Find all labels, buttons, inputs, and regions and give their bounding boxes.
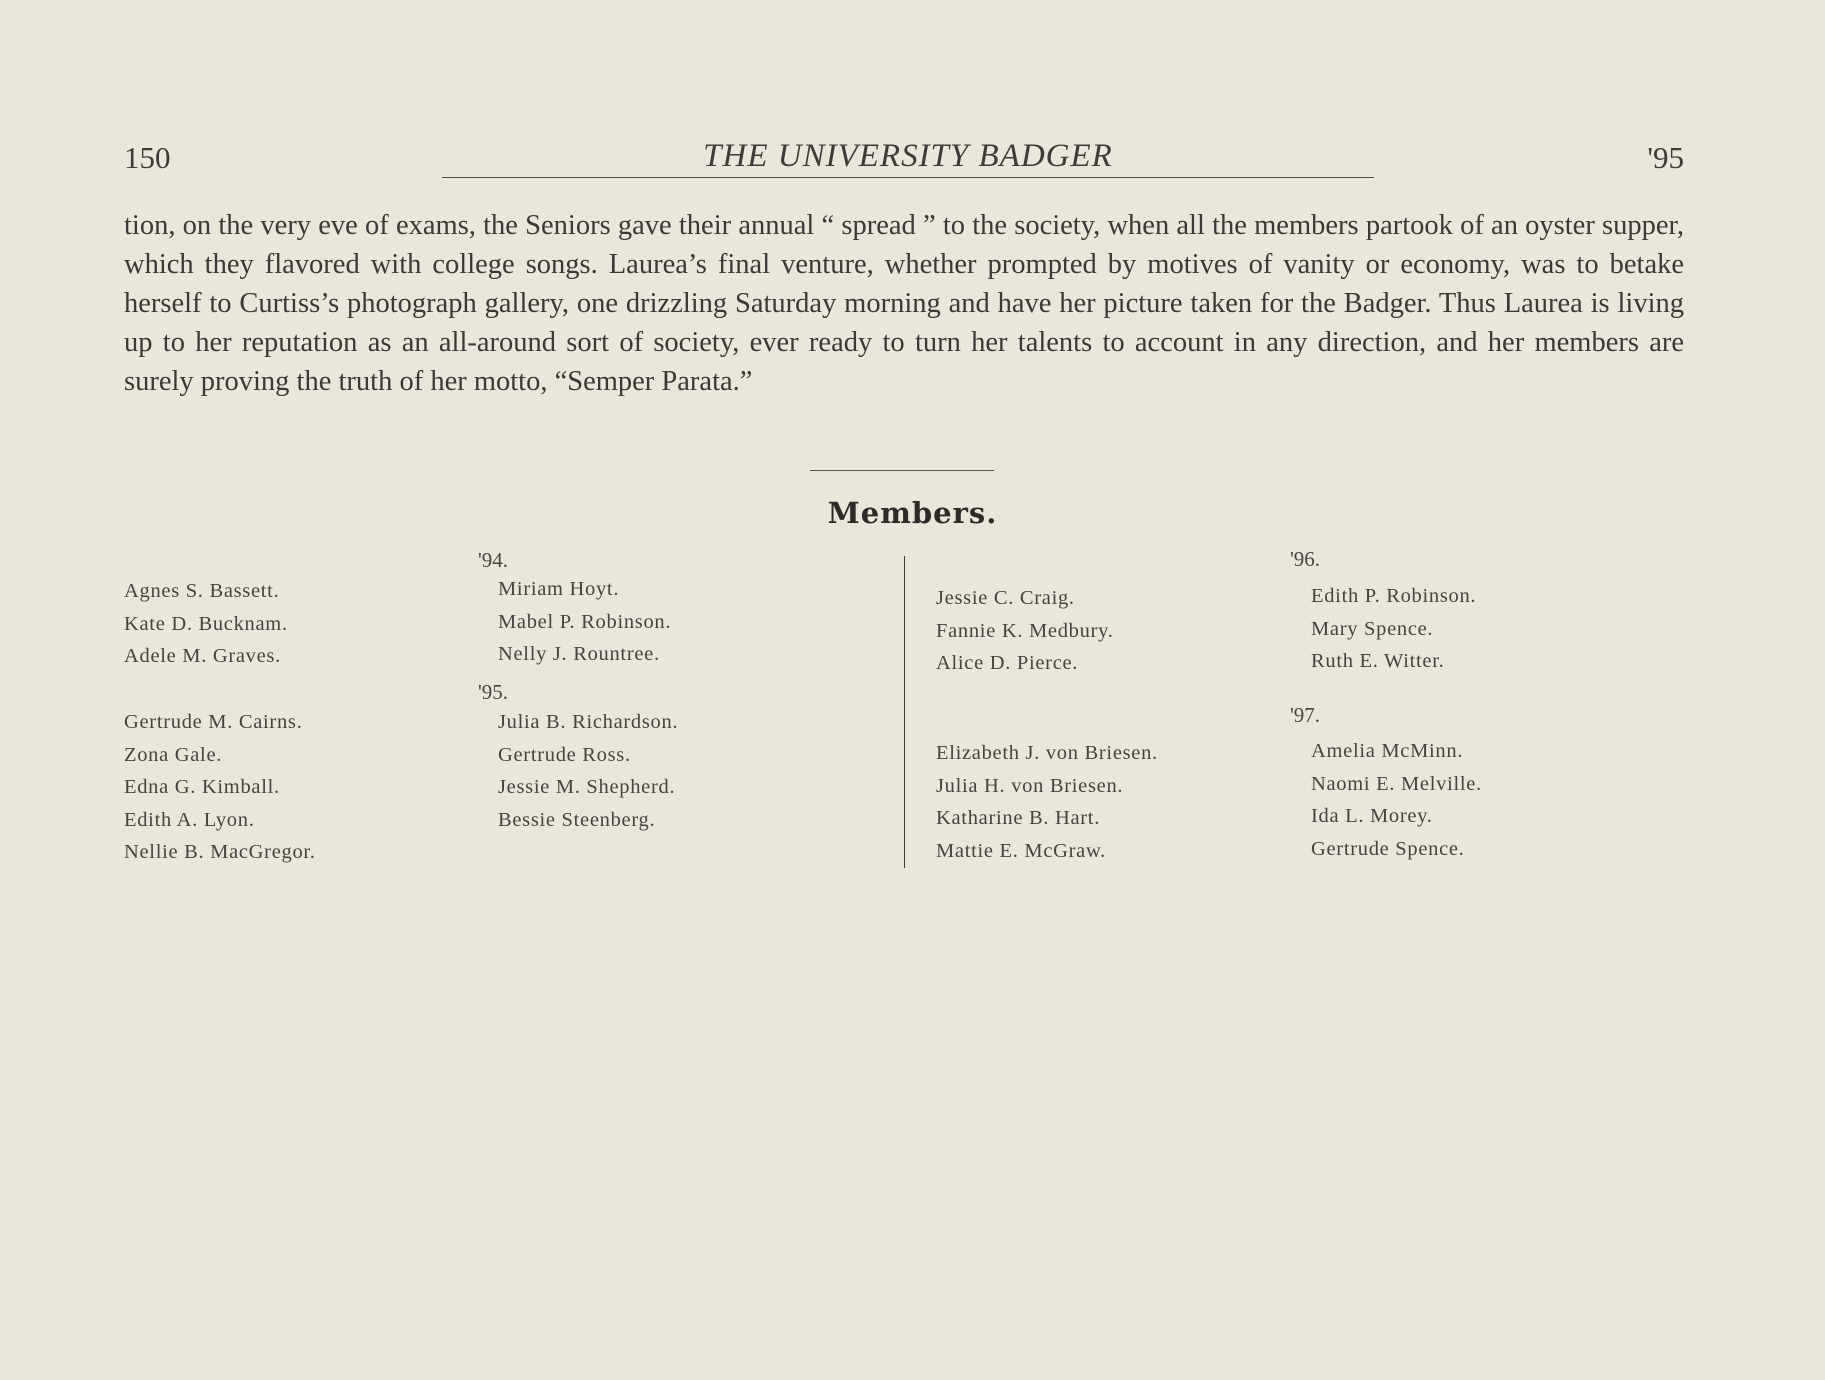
- class-96-right-list: [1311, 580, 1476, 678]
- member-name: Agnes S. Bassett.: [124, 580, 280, 602]
- member-name: Edith P. Robinson.: [1311, 585, 1477, 607]
- page-number: 150: [124, 140, 171, 175]
- member-name: Naomi E. Melville.: [1311, 772, 1482, 795]
- section-divider: [810, 470, 994, 471]
- member-name: Zona Gale.: [124, 743, 223, 766]
- class-95-right-list: [498, 706, 678, 836]
- class-97-left-list: [936, 737, 1158, 867]
- members-heading: Members.: [827, 496, 998, 530]
- class-97-right-list: [1311, 735, 1482, 865]
- member-name: Ruth E. Witter.: [1311, 650, 1445, 672]
- member-name: Bessie Steenberg.: [498, 808, 656, 831]
- member-name: Gertrude M. Cairns.: [124, 711, 303, 733]
- class-label-97: '97.: [1290, 703, 1321, 727]
- member-name: Edna G. Kimball.: [124, 776, 280, 798]
- class-95-left-list: [124, 706, 316, 869]
- member-name: Mary Spence.: [1311, 617, 1434, 640]
- class-label-95: '95.: [478, 680, 509, 704]
- column-divider: [904, 556, 905, 868]
- member-name: Katharine B. Hart.: [936, 807, 1101, 829]
- member-name: Fannie K. Medbury.: [936, 619, 1114, 642]
- member-name: Amelia McMinn.: [1311, 740, 1464, 762]
- member-name: Jessie C. Craig.: [936, 587, 1075, 609]
- running-title: THE UNIVERSITY BADGER: [442, 138, 1374, 178]
- member-name: Mabel P. Robinson.: [498, 610, 672, 633]
- member-name: Mattie E. McGraw.: [936, 839, 1106, 862]
- member-name: Edith A. Lyon.: [124, 808, 255, 831]
- member-name: Nellie B. MacGregor.: [124, 841, 316, 863]
- member-name: Jessie M. Shepherd.: [498, 776, 676, 798]
- class-96-left-list: [936, 582, 1114, 680]
- member-name: Adele M. Graves.: [124, 645, 281, 667]
- member-name: Gertrude Spence.: [1311, 837, 1465, 860]
- class-94-right-list: [498, 573, 671, 671]
- member-name: Nelly J. Rountree.: [498, 643, 660, 665]
- member-name: Ida L. Morey.: [1311, 805, 1433, 827]
- member-name: Kate D. Bucknam.: [124, 612, 288, 635]
- member-name: Elizabeth J. von Briesen.: [936, 742, 1158, 764]
- class-label-94: '94.: [478, 548, 509, 572]
- class-94-left-list: [124, 575, 288, 673]
- member-name: Miriam Hoyt.: [498, 578, 620, 600]
- class-label-96: '96.: [1290, 547, 1321, 571]
- member-name: Gertrude Ross.: [498, 743, 631, 766]
- header-year: '95: [1647, 140, 1684, 175]
- body-paragraph: tion, on the very eve of exams, the Seniors gave their annual “ spread ” to the society, when all the members partook of an oyster supper, which they flavored with college songs. Laurea’s final venture, whether prompted by motives of vanity or economy, was to betake herself to Curtiss’s photograph gallery, one drizzling Saturday morning and have her picture taken for the Badger. Thus Laurea is living up to her reputation as an all-around sort of society, ever ready to turn her talents to account in any direction, and her members are surely proving the truth of her motto, “Semper Parata.”: [124, 210, 1684, 397]
- page-header: [124, 138, 1684, 188]
- member-name: Alice D. Pierce.: [936, 652, 1079, 674]
- member-name: Julia B. Richardson.: [498, 711, 679, 733]
- member-name: Julia H. von Briesen.: [936, 774, 1124, 797]
